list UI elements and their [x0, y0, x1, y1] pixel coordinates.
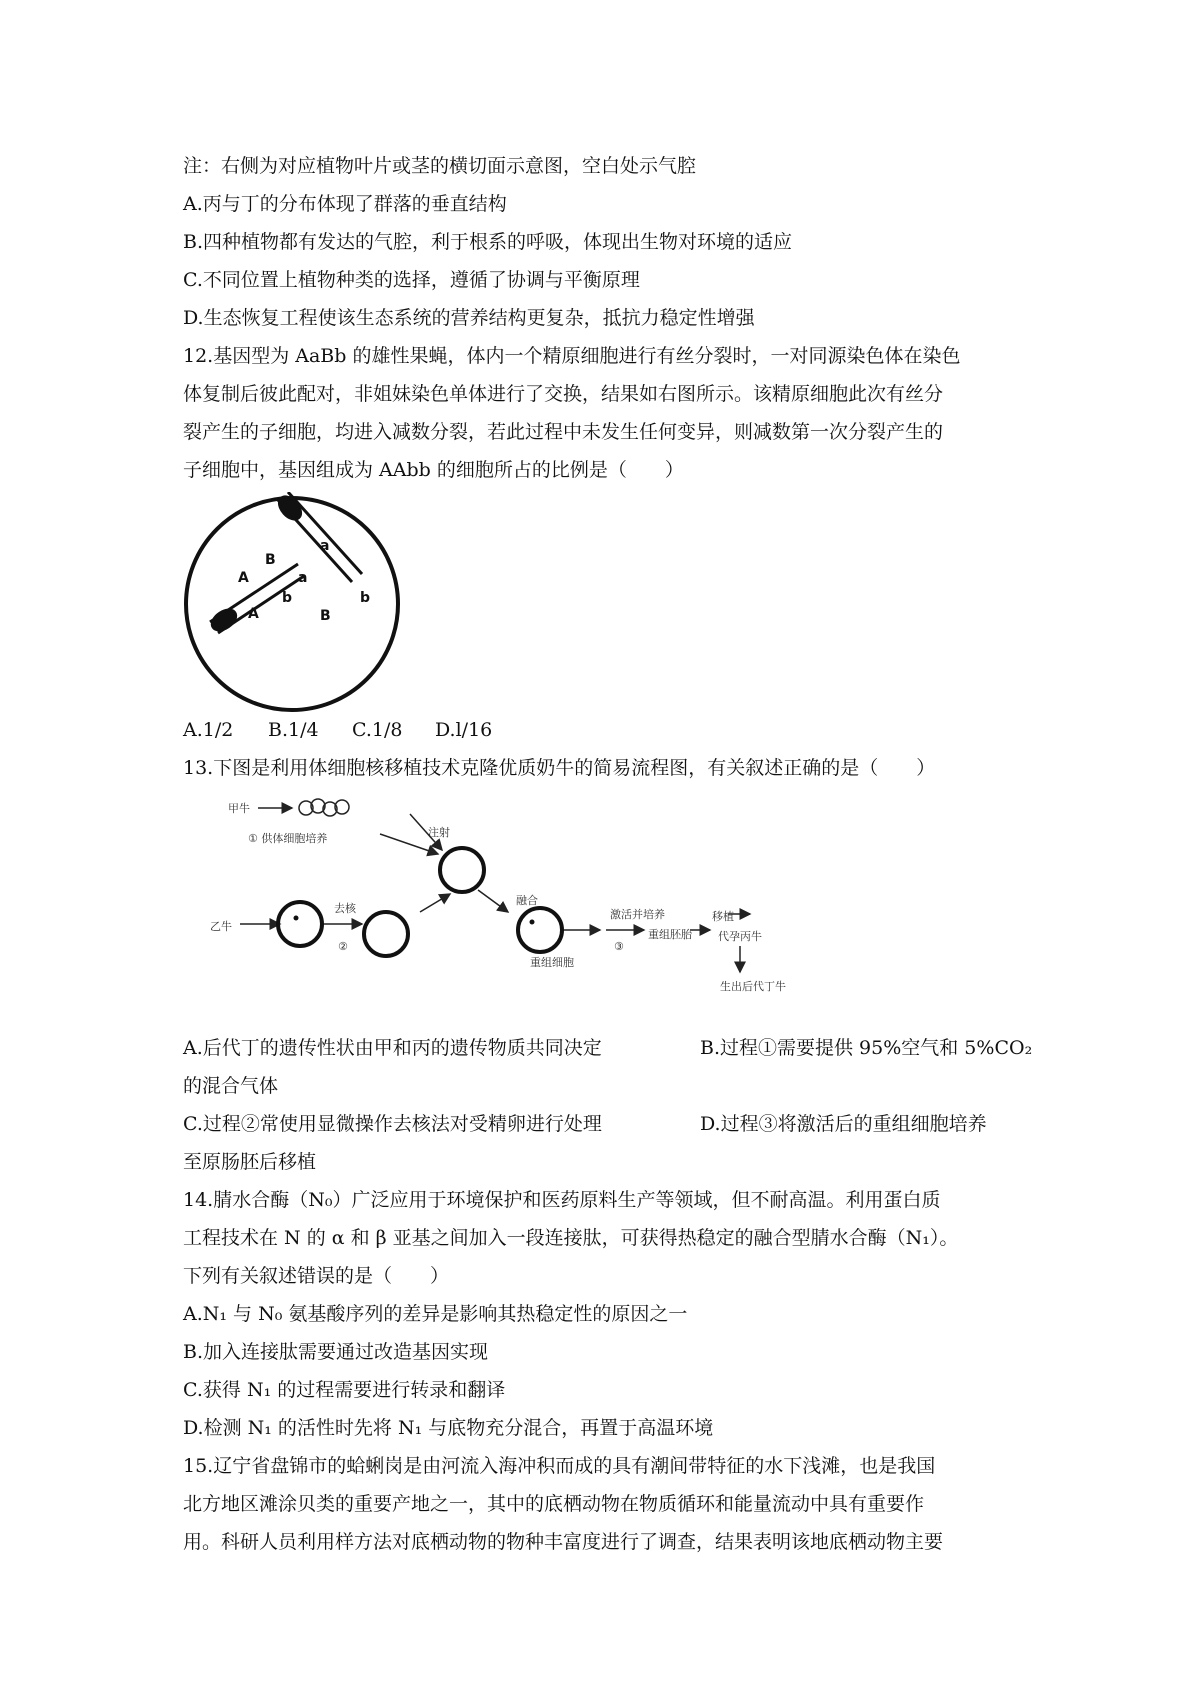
q12-stem-line: 体复制后彼此配对，非姐妹染色单体进行了交换，结果如右图所示。该精原细胞此次有丝分 — [183, 383, 944, 405]
gene-label: A — [238, 570, 249, 586]
donor-cell — [440, 848, 484, 892]
q13-option-b: B.过程①需要提供 95%空气和 5%CO₂ — [700, 1037, 1033, 1059]
q12-stem-line: 裂产生的子细胞，均进入减数分裂，若此过程中未发生任何变异，则减数第一次分裂产生的 — [183, 421, 944, 443]
q14-option-c: C.获得 N₁ 的过程需要进行转录和翻译 — [183, 1379, 506, 1401]
q13-option-d: D.过程③将激活后的重组细胞培养 — [700, 1113, 987, 1135]
q14-option-a: A.N₁ 与 N₀ 氨基酸序列的差异是影响其热稳定性的原因之一 — [183, 1303, 688, 1325]
q12-option-d: D.l/16 — [435, 719, 493, 741]
q12-stem-line: 12.基因型为 AaBb 的雄性果蝇，体内一个精原细胞进行有丝分裂时，一对同源染色体在染色 — [183, 345, 961, 367]
label-fuse: 融合 — [516, 894, 538, 907]
label-step2: ② — [338, 940, 348, 953]
label-enucleate: 去核 — [334, 902, 356, 915]
q13-option-a: A.后代丁的遗传性状由甲和丙的遗传物质共同决定 — [183, 1037, 602, 1059]
q11-option-a: A.丙与丁的分布体现了群落的垂直结构 — [183, 193, 507, 215]
q15-stem-line: 用。科研人员利用样方法对底栖动物的物种丰富度进行了调查，结果表明该地底栖动物主要 — [183, 1531, 944, 1553]
cloning-flow-figure — [210, 794, 830, 1004]
q11-option-c: C.不同位置上植物种类的选择，遵循了协调与平衡原理 — [183, 269, 640, 291]
label-transfer: 移植 — [712, 910, 734, 923]
q15-stem-line: 北方地区滩涂贝类的重要产地之一，其中的底栖动物在物质循环和能量流动中具有重要作 — [183, 1493, 925, 1515]
gene-label: b — [282, 590, 293, 606]
q12-option-b: B.1/4 — [268, 719, 319, 741]
label-offspring: 生出后代丁牛 — [720, 980, 786, 993]
q14-stem-line: 工程技术在 N 的 α 和 β 亚基之间加入一段连接肽，可获得热稳定的融合型腈水合酶（N₁）。 — [183, 1227, 959, 1249]
label-activate: 激活并培养 — [610, 908, 665, 921]
q12-stem-line: 子细胞中，基因组成为 AAbb 的细胞所占的比例是（ ） — [183, 459, 684, 481]
q14-stem-line: 14.腈水合酶（N₀）广泛应用于环境保护和医药原料生产等领域，但不耐高温。利用蛋白质 — [183, 1189, 941, 1211]
egg-cell — [278, 902, 322, 946]
q13-option-c: C.过程②常使用显微操作去核法对受精卵进行处理 — [183, 1113, 602, 1135]
q13-option-d-cont: 至原肠胚后移植 — [183, 1151, 317, 1173]
label-step1: ① 供体细胞培养 — [248, 832, 328, 845]
label-cow-yi: 乙牛 — [210, 920, 232, 933]
label-inject: 注射 — [428, 826, 450, 839]
gene-label: B — [265, 552, 276, 568]
q12-option-c: C.1/8 — [352, 719, 403, 741]
chromosome-figure — [180, 492, 405, 717]
label-embryo: 重组胚胎 — [648, 928, 692, 941]
q14-option-b: B.加入连接肽需要通过改造基因实现 — [183, 1341, 489, 1363]
enucleated-egg — [364, 912, 408, 956]
q13-stem: 13.下图是利用体细胞核移植技术克隆优质奶牛的简易流程图，有关叙述正确的是（ ） — [183, 757, 936, 779]
label-recombinant-cell: 重组细胞 — [530, 956, 574, 969]
label-step3: ③ — [614, 940, 624, 953]
q11-option-b: B.四种植物都有发达的气腔，利于根系的呼吸，体现出生物对环境的适应 — [183, 231, 793, 253]
label-surrogate: 代孕丙牛 — [718, 930, 762, 943]
gene-label: b — [360, 590, 371, 606]
recombinant-cell — [518, 908, 562, 952]
q14-stem-line: 下列有关叙述错误的是（ ） — [183, 1265, 450, 1287]
q15-stem-line: 15.辽宁省盘锦市的蛤蜊岗是由河流入海冲积而成的具有潮间带特征的水下浅滩，也是我国 — [183, 1455, 936, 1477]
gene-label: B — [320, 608, 331, 624]
q12-option-a: A.1/2 — [183, 719, 234, 741]
figure-note: 注：右侧为对应植物叶片或茎的横切面示意图，空白处示气腔 — [183, 155, 697, 177]
q14-option-d: D.检测 N₁ 的活性时先将 N₁ 与底物充分混合，再置于高温环境 — [183, 1417, 714, 1439]
chromosome-right — [275, 492, 362, 582]
gene-label: a — [320, 538, 330, 554]
q13-option-b-cont: 的混合气体 — [183, 1075, 279, 1097]
label-cow-jia: 甲牛 — [228, 802, 250, 815]
gene-label: a — [298, 570, 308, 586]
gene-label: A — [248, 606, 259, 622]
q11-option-d: D.生态恢复工程使该生态系统的营养结构更复杂，抵抗力稳定性增强 — [183, 307, 755, 329]
